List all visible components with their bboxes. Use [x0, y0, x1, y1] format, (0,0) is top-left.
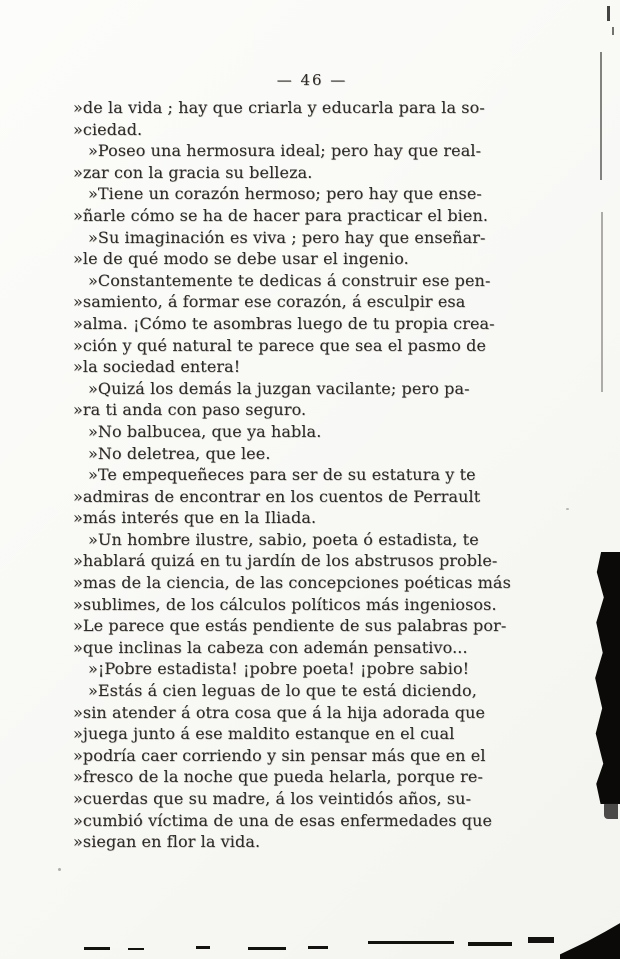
text-line: »Constantemente te dedicas á construir ese pen-	[88, 270, 491, 290]
page-text	[73, 97, 555, 853]
text-line: »Un hombre ilustre, sabio, poeta ó estadista, te	[88, 529, 479, 549]
text-line: »Quizá los demás la juzgan vacilante; pero pa-	[88, 378, 470, 398]
text-line: »sublimes, de los cálculos políticos más ingeniosos.	[73, 594, 497, 614]
scan-artifact-bottom-dash	[528, 937, 554, 943]
text-line: »Le parece que estás pendiente de sus palabras por-	[73, 616, 507, 636]
text-line: »le de qué modo se debe usar el ingenio.	[73, 249, 409, 269]
text-line: »juega junto á ese maldito estanque en el cual	[73, 724, 455, 744]
text-line: »Poseo una hermosura ideal; pero hay que real-	[88, 141, 482, 161]
scan-artifact-right-bar	[604, 803, 618, 819]
page-number: — 46 —	[276, 71, 348, 89]
scan-artifact-corner-mark	[607, 6, 610, 21]
text-line: »Estás á cien leguas de lo que te está diciendo,	[88, 681, 477, 701]
scan-artifact-bottom-dash	[468, 942, 512, 946]
scan-artifact-right-bar	[593, 552, 620, 804]
scan-artifact-bottom-dash	[308, 946, 328, 949]
text-line: »Tiene un corazón hermoso; pero hay que ense-	[88, 184, 482, 204]
text-line: »cuerdas que su madre, á los veintidós años, su-	[73, 789, 472, 808]
text-line: »¡Pobre estadista! ¡pobre poeta! ¡pobre sabio!	[88, 659, 470, 679]
scan-artifact-edge-line	[601, 212, 603, 392]
text-line: »admiras de encontrar en los cuentos de Perrault	[73, 486, 481, 506]
text-line: »ción y qué natural te parece que sea el pasmo de	[73, 335, 487, 355]
text-line: »que inclinas la cabeza con ademán pensativo...	[73, 637, 468, 657]
scan-artifact-bottom-dash	[128, 948, 144, 950]
scan-artifact-bottom-dash	[84, 947, 110, 950]
scan-artifact-edge-line	[600, 52, 602, 180]
scan-artifact-bottom-dash	[368, 941, 454, 944]
text-line: »sin atender á otra cosa que á la hija adorada que	[73, 702, 486, 722]
text-line: »ciedad.	[73, 119, 143, 139]
scan-artifact-speck	[58, 868, 61, 871]
text-line: »No deletrea, que lee.	[88, 443, 271, 463]
scan-artifact-speck	[566, 508, 569, 510]
scan-artifact-bottom-dash	[248, 947, 286, 950]
text-line: »Te empequeñeces para ser de su estatura y te	[88, 465, 476, 485]
text-line: »Su imaginación es viva ; pero hay que enseñar-	[88, 227, 486, 247]
text-line: »de la vida ; hay que criarla y educarla para la so-	[73, 98, 485, 117]
text-line: »la sociedad entera!	[73, 357, 241, 377]
scan-artifact-corner-blob	[560, 920, 620, 959]
text-line: »hablará quizá en tu jardín de los abstrusos proble-	[73, 551, 498, 571]
text-line: »cumbió víctima de una de esas enfermedades que	[73, 810, 493, 830]
text-line: »ra ti anda con paso seguro.	[73, 400, 307, 420]
text-line: »siegan en flor la vida.	[73, 832, 261, 852]
text-line: »mas de la ciencia, de las concepciones poéticas más	[73, 573, 511, 593]
text-line: »más interés que en la Iliada.	[73, 508, 317, 528]
text-line: »samiento, á formar ese corazón, á esculpir esa	[73, 292, 466, 312]
text-line: »zar con la gracia su belleza.	[73, 162, 313, 182]
scan-artifact-bottom-dash	[196, 946, 210, 949]
text-line: »fresco de la noche que pueda helarla, porque re-	[73, 767, 483, 787]
scan-artifact-corner-mark	[612, 27, 614, 35]
text-line: »podría caer corriendo y sin pensar más que en el	[73, 745, 486, 765]
text-line: »alma. ¡Cómo te asombras luego de tu propia crea-	[73, 313, 495, 333]
text-line: »ñarle cómo se ha de hacer para practicar el bien.	[73, 205, 489, 225]
text-line: »No balbucea, que ya habla.	[88, 421, 322, 441]
